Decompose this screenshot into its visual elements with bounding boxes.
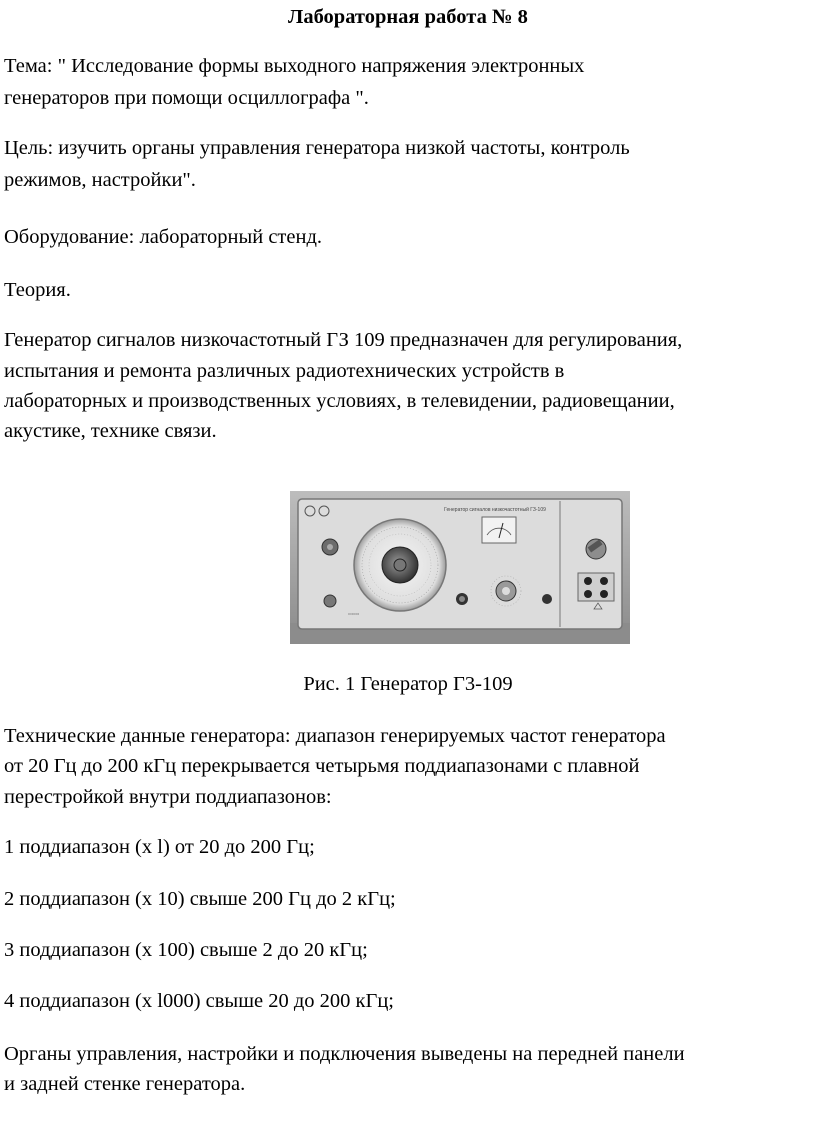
specs-line-3: перестройкой внутри поддиапазонов: — [4, 786, 332, 808]
goal-line-2: режимов, настройки". — [4, 169, 196, 191]
controls-line-1: Органы управления, настройки и подключения выведены на передней панели — [4, 1043, 685, 1065]
intro-line-1: Генератор сигналов низкочастотный ГЗ 109 предназначен для регулирования, — [4, 329, 683, 351]
subrange-4: 4 поддиапазон (х l000) свыше 20 до 200 кГц; — [4, 990, 395, 1012]
controls-line-2: и задней стенке генератора. — [4, 1073, 246, 1095]
intro-line-4: акустике, технике связи. — [4, 420, 217, 442]
figure-caption: Рис. 1 Генератор Г3-109 — [303, 673, 513, 695]
subrange-2: 2 поддиапазон (х 10) свыше 200 Гц до 2 кГц; — [4, 888, 396, 910]
topic-line-2: генераторов при помощи осциллографа ". — [4, 87, 369, 109]
equipment-line: Оборудование: лабораторный стенд. — [4, 226, 323, 248]
topic-line-1: Тема: " Исследование формы выходного напряжения электронных — [4, 55, 585, 77]
specs-line-2: от 20 Гц до 200 кГц перекрывается четырьмя поддиапазонами с плавной — [4, 755, 640, 777]
generator-photo — [290, 491, 630, 644]
specs-line-1: Технические данные генератора: диапазон генерируемых частот генератора — [4, 725, 666, 747]
document-title: Лабораторная работа № 8 — [288, 6, 528, 28]
subrange-3: 3 поддиапазон (х 100) свыше 2 до 20 кГц; — [4, 939, 368, 961]
theory-heading: Теория. — [4, 279, 71, 301]
svg-text:▭▭▭: ▭▭▭ — [348, 611, 360, 616]
intro-line-2: испытания и ремонта различных радиотехнических устройств в — [4, 360, 565, 382]
goal-line-1: Цель: изучить органы управления генератора низкой частоты, контроль — [4, 137, 630, 159]
intro-line-3: лабораторных и производственных условиях, в телевидении, радиовещании, — [4, 390, 675, 412]
subrange-1: 1 поддиапазон (х l) от 20 до 200 Гц; — [4, 836, 315, 858]
panel-label: Генератор сигналов низкочастотный ГЗ-109 — [444, 507, 546, 513]
